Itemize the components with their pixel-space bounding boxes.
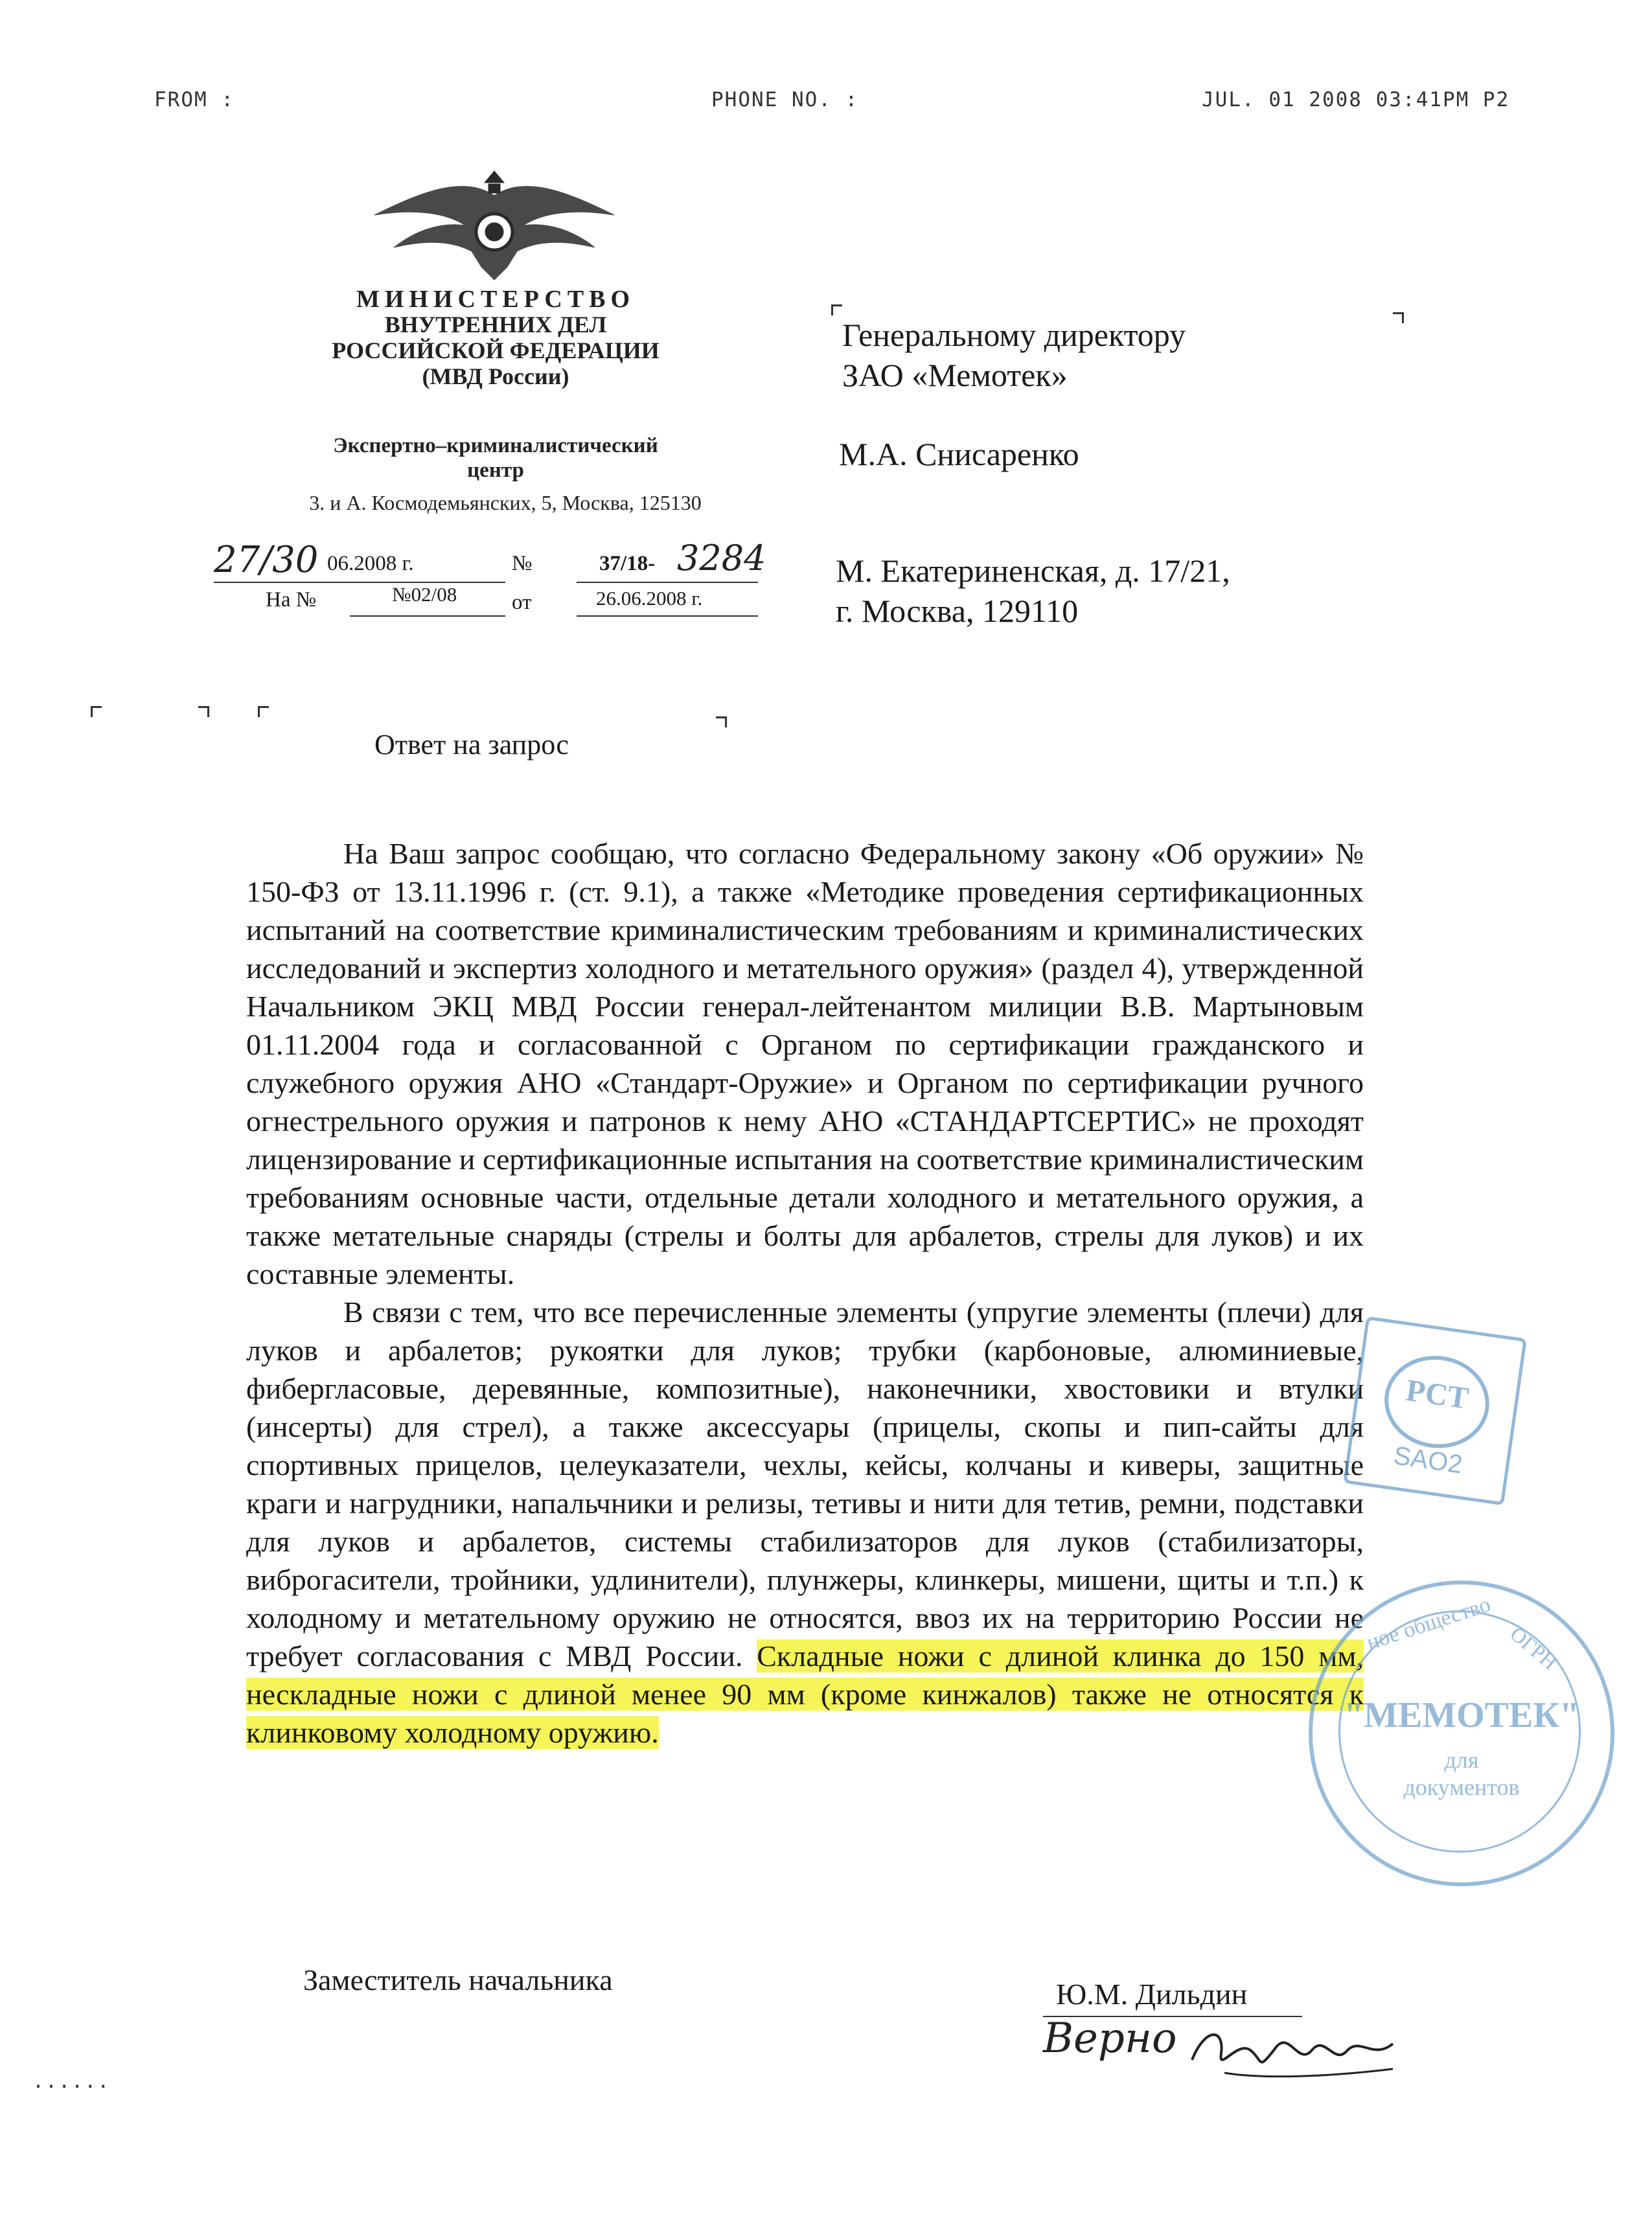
ministry-title-line1: МИНИСТЕРСТВО xyxy=(356,286,636,313)
ref-date-value: 26.06.2008 г. xyxy=(596,587,703,610)
subject-line: Ответ на запрос xyxy=(374,729,569,760)
recipient-address-line2: г. Москва, 129110 xyxy=(836,593,1079,629)
fax-from-label: FROM : xyxy=(154,88,235,111)
reg-number-underline xyxy=(577,582,758,583)
subject-corner-mark-3 xyxy=(258,706,269,717)
body-paragraph-2-text: В связи с тем, что все перечисленные элементы (упругие элементы (плечи) для луков и арбалетов; рукоятки для луков; трубки (карбоновые, алюминиевые, фибергласовые, деревянные, композитные), наконечники, хвостовики и втулки (инсерты) для стрел), а также аксессуары (прицелы, скопы и пип-сайты для спортивных прицелов, целеуказатели, чехлы, кейсы, колчаны и киверы, защитные краги и нагрудники, напальчники и релизы, тетивы и нити для тетив, ремни, подставки для луков и арбалетов, системы стабилизаторов для луков (стабилизаторы, виброгасители, тройники, удлинители), плунжеры, клинкеры, мишени, щиты и т.п.) к холодному и метательному оружию не относятся, ввоз их на территорию России не требует согласования с МВД России. xyxy=(246,1296,1364,1673)
company-stamp-line2: документов xyxy=(1403,1774,1520,1800)
body-paragraph-1: На Ваш запрос сообщаю, что согласно Федеральному закону «Об оружии» № 150-ФЗ от 13.11.1996 г. (ст. 9.1), а также «Методике проведения сертификационных испытаний на соответствие криминалистическим требованиям и криминалистических исследований и экспертиз холодного и метательного оружия» (раздел 4), утвержденной Начальником ЭКЦ МВД России генерал-лейтенантом милиции В.В. Мартыновым 01.11.2004 года и согласованной с Органом по сертификации гражданского и служебного оружия АНО «Стандарт-Оружие» и Органом по сертификации ручного огнестрельного оружия и патронов к нему АНО «СТАНДАРТСЕРТИС» не проходят лицензирование и сертификационные испытания на соответствие криминалистическим требованиям основные части, отдельные детали холодного и метательного оружия, а также метательные снаряды (стрелы и болты для арбалетов, стрелы для луков) и их составные элементы. xyxy=(246,837,1364,1290)
division-name-line2: центр xyxy=(467,459,524,482)
subject-corner-mark-2 xyxy=(198,706,209,717)
company-stamp-ring-ogrn: ОГРН xyxy=(1506,1621,1562,1674)
recipient-corner-mark-left xyxy=(831,304,842,315)
handwritten-certification: Верно xyxy=(1043,2015,1177,2062)
ministry-title-line2: ВНУТРЕННИХ ДЕЛ xyxy=(384,312,607,337)
ref-number-label: На № xyxy=(266,588,317,611)
reg-date-handwritten: 27/30 xyxy=(214,539,319,581)
ministry-title-line3: РОССИЙСКОЙ ФЕДЕРАЦИИ xyxy=(332,337,660,363)
division-name-line1: Экспертно–криминалистический xyxy=(333,434,658,457)
reg-date-underline xyxy=(214,582,505,583)
company-stamp-name: "МЕМОТЕК" xyxy=(1343,1695,1580,1735)
body-paragraph-2 xyxy=(246,1293,1364,1752)
fax-phone-label: PHONE NO. : xyxy=(711,88,859,111)
sender-address: 3. и А. Космодемьянских, 5, Москва, 125130 xyxy=(309,491,702,514)
reg-date-printed: 06.2008 г. xyxy=(327,552,414,575)
company-stamp-line1: для xyxy=(1444,1747,1479,1773)
company-round-stamp xyxy=(1309,1581,1614,1886)
signatory-position: Заместитель начальника xyxy=(303,1963,613,1996)
recipient-corner-mark-right xyxy=(1393,312,1404,323)
subject-corner-mark-1 xyxy=(91,706,102,717)
recipient-address-line1: М. Екатериненская, д. 17/21, xyxy=(836,553,1230,589)
recipient-name: М.А. Снисаренко xyxy=(839,436,1079,472)
highlighted-knife-clause: Складные ножи с длиной клинка до 150 мм, нескладные ножи с длиной менее 90 мм (кроме кинжалов) также не относятся к клинковому холодному оружию. xyxy=(246,1639,1364,1749)
recipient-company: ЗАО «Мемотек» xyxy=(842,357,1068,393)
rst-stamp xyxy=(1343,1316,1527,1505)
fax-datetime: JUL. 01 2008 03:41PM P2 xyxy=(1202,88,1510,111)
signatory-name: Ю.М. Дильдин xyxy=(1056,1978,1248,2011)
ref-from-label: от xyxy=(512,591,532,614)
rst-stamp-mark: РСТ xyxy=(1404,1373,1471,1416)
rst-stamp-code: SAO2 xyxy=(1392,1441,1465,1479)
ref-number-value: №02/08 xyxy=(392,583,457,606)
footer-dots: ...... xyxy=(32,2070,111,2093)
handwritten-signature xyxy=(1186,2015,1399,2086)
company-stamp-ring-text: ное общество xyxy=(1363,1592,1494,1655)
reg-number-label: № xyxy=(512,552,533,575)
recipient-title: Генеральному директору xyxy=(842,317,1186,353)
subject-corner-mark-4 xyxy=(716,716,727,727)
ministry-title-line4: (МВД России) xyxy=(422,363,569,389)
reg-number-handwritten: 3284 xyxy=(677,538,766,578)
reg-number-printed: 37/18- xyxy=(599,552,656,575)
ref-date-underline xyxy=(577,615,758,617)
ref-number-underline xyxy=(350,615,505,617)
letter-body xyxy=(246,834,1364,1752)
eagle-emblem xyxy=(368,170,621,284)
